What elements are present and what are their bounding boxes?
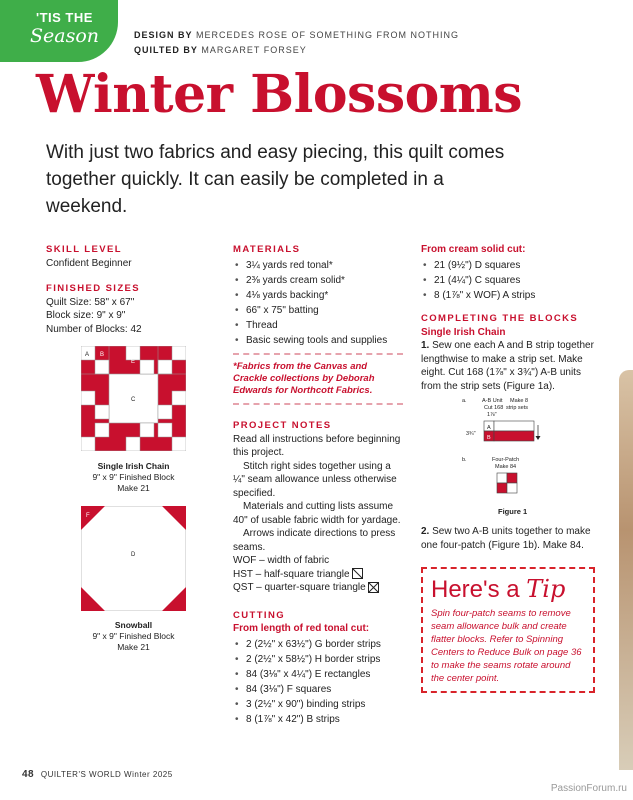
page-number: 48 <box>22 769 35 780</box>
qst-text: QST – quarter-square triangle <box>233 582 366 593</box>
cream-cut-heading: From cream solid cut: <box>421 244 526 255</box>
fig-side: 3¾" <box>466 431 476 437</box>
issue: Winter 2025 <box>124 770 173 779</box>
list-item: • 2 (2½" x 63½") G border strips <box>233 638 403 652</box>
tip-title <box>431 575 585 604</box>
wof-def: WOF – width of fabric <box>233 555 330 566</box>
watermark: PassionForum.ru <box>550 783 627 794</box>
fig-cut: Cut 168 <box>484 405 504 411</box>
label-b: B <box>100 352 105 358</box>
note-p2: Stitch right sides together using a ¼" seam allowance unless otherwise specified. <box>233 460 397 499</box>
list-item: • 84 (3⅛") F squares <box>233 683 403 697</box>
label-a: A <box>85 352 90 358</box>
divider <box>233 403 403 405</box>
irish-chain-block-diagram <box>81 346 186 451</box>
label-c: C <box>131 397 136 403</box>
fig-strip-sets: strip sets <box>506 405 529 411</box>
hst-text: HST – half-square triangle <box>233 568 350 580</box>
photo-edge <box>619 370 633 770</box>
quilter: MARGARET FORSEY <box>201 45 307 55</box>
fig-a: a. <box>462 398 467 404</box>
fig-make8: Make 8 <box>510 398 529 404</box>
note-p1: Read all instructions before beginning this project. <box>233 433 401 458</box>
design-label: DESIGN BY <box>134 30 193 40</box>
materials-heading: MATERIALS <box>233 244 301 255</box>
tag-line1: 'TIS THE <box>36 10 93 25</box>
red-cut-list <box>233 638 403 727</box>
list-item: • 4⅛ yards backing* <box>233 289 403 303</box>
list-item: • Thread <box>233 319 403 333</box>
list-item: • 66" x 75" batting <box>233 304 403 318</box>
snowball-block-diagram <box>81 506 186 611</box>
completing-heading: COMPLETING THE BLOCKS <box>421 313 579 324</box>
block2-size: 9" x 9" Finished Block <box>92 631 175 641</box>
list-item: • 2 (2½" x 58½") H border strips <box>233 653 403 667</box>
list-item: • 8 (1⅞" x WOF) A strips <box>421 289 601 303</box>
list-item: • 3¼ yards red tonal* <box>233 259 403 273</box>
fig-label-b: B <box>487 435 491 441</box>
skill-value: Confident Beginner <box>46 257 132 269</box>
fig-b: b. <box>462 457 467 463</box>
quilted-label: QUILTED BY <box>134 45 198 55</box>
step-2-text: Sew two A-B units together to make one four-patch (Figure 1b). Make 84. <box>421 526 591 551</box>
quilt-size: Quilt Size: 58" x 67" <box>46 296 135 308</box>
list-item: • 3 (2½" x 90") binding strips <box>233 698 403 712</box>
step-1 <box>421 339 601 393</box>
cream-cut-list <box>421 259 601 303</box>
label-f: F <box>86 513 90 519</box>
block1-size: 9" x 9" Finished Block <box>92 472 175 482</box>
block-count: Number of Blocks: 42 <box>46 323 142 335</box>
step-1-num: 1. <box>421 340 430 351</box>
completing-sub: Single Irish Chain <box>421 326 506 338</box>
note-p4: Arrows indicate directions to press seams. <box>233 528 396 553</box>
note-p3: Materials and cutting lists assume 40" of usable fabric width for yardage. <box>233 501 401 526</box>
footer <box>22 769 173 780</box>
tip-title-a: Here's a <box>431 576 520 603</box>
project-notes-heading: PROJECT NOTES <box>233 420 332 431</box>
list-item: • 8 (1⅞" x 42") B strips <box>233 713 403 727</box>
cutting-heading: CUTTING <box>233 609 286 621</box>
figure-caption: Figure 1 <box>498 507 528 516</box>
fig-cut-size: 1⅞" <box>487 412 497 418</box>
intro-text: With just two fabrics and easy piecing, this quilt comes together quickly. It can easily be completed in a weekend. <box>46 142 505 217</box>
tip-text: Spin four-patch seams to remove seam allowance bulk and create flatter blocks. Refer to Spinning Centers to Reduce Bulk on page 36 to make the seams rotate around the center point. <box>431 608 582 684</box>
block1-make: Make 21 <box>117 483 150 493</box>
materials-note: *Fabrics from the Canvas and Crackle collections by Deborah Edwards for Northcott Fabrics. <box>233 361 375 396</box>
skill-heading: SKILL LEVEL <box>46 244 122 255</box>
fig-fourpatch: Four-Patch <box>492 457 520 463</box>
fig-label-a: A <box>487 425 491 431</box>
fig-ab-unit: A-B Unit <box>482 398 503 404</box>
list-item: • 84 (3⅛" x 4¼") E rectangles <box>233 668 403 682</box>
block1-name: Single Irish Chain <box>97 461 170 471</box>
column-3 <box>421 243 601 393</box>
step-2-num: 2. <box>421 526 430 537</box>
figure-1-diagram <box>462 395 562 517</box>
tip-title-b: Tip <box>526 575 566 603</box>
tag-line2: Season <box>30 25 100 47</box>
season-tag <box>0 0 118 62</box>
block2-name: Snowball <box>114 620 153 630</box>
irish-chain-caption <box>66 461 201 494</box>
page-title: Winter Blossoms <box>36 64 523 125</box>
list-item: • 2⅜ yards cream solid* <box>233 274 403 288</box>
magazine-name: QUILTER'S WORLD <box>40 770 122 779</box>
fig-make84: Make 84 <box>495 464 517 470</box>
list-item: • 21 (9½") D squares <box>421 259 601 273</box>
column-2 <box>233 243 403 728</box>
materials-list <box>233 259 403 348</box>
qst-icon <box>368 582 379 593</box>
column-1 <box>46 243 216 336</box>
tip-box <box>421 567 595 693</box>
credits <box>134 28 459 58</box>
list-item: • 21 (4¼") C squares <box>421 274 601 288</box>
finished-heading: FINISHED SIZES <box>46 283 141 294</box>
divider <box>233 353 403 355</box>
block2-make: Make 21 <box>117 642 150 652</box>
qst-def <box>233 581 403 595</box>
red-cut-heading: From length of red tonal cut: <box>233 623 370 634</box>
designer: MERCEDES ROSE OF SOMETHING FROM NOTHING <box>196 30 460 40</box>
block-size: Block size: 9" x 9" <box>46 310 126 321</box>
step-2 <box>421 525 601 552</box>
hst-def <box>233 568 403 582</box>
label-d: D <box>131 552 136 558</box>
list-item: • Basic sewing tools and supplies <box>233 334 403 348</box>
step-1-text: Sew one each A and B strip together lengthwise to make a strip set. Make eight. Cut 168 (1⅞" x 3¾") A-B units from the strip sets (Figure 1a). <box>421 340 594 392</box>
label-e: E <box>131 359 136 365</box>
snowball-caption <box>66 620 201 653</box>
hst-icon <box>352 568 363 579</box>
